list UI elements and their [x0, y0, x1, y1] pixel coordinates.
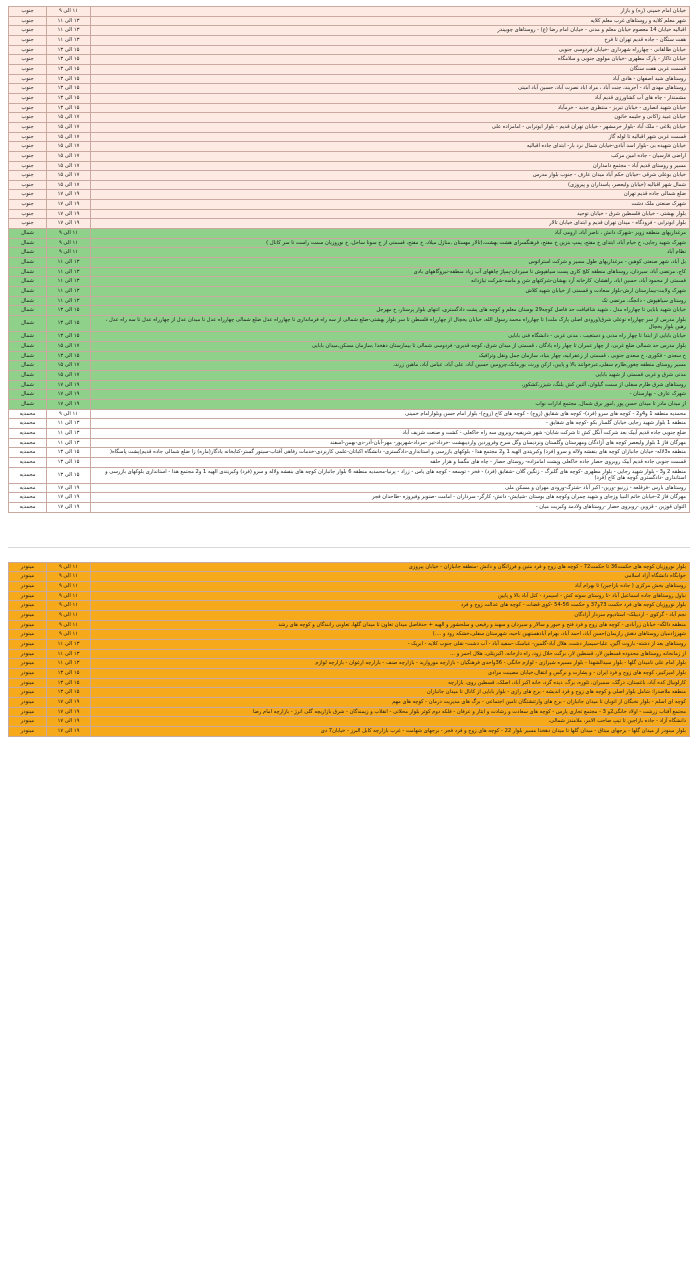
outage-time-cell: ۱۱ الی ۹ [47, 409, 91, 419]
outage-detail-cell: روستای سیاهپوش - دانجگ، مرتضی تک [91, 296, 690, 306]
outage-time-cell: ۱۷ الی ۱۵ [47, 161, 91, 171]
outage-area-cell: شمال [9, 341, 47, 351]
outage-detail-cell: اراضی فارسیان - جاده امین مرکب [91, 151, 690, 161]
table-row [9, 55, 690, 65]
outage-area-cell: مینودر [9, 688, 47, 698]
table-row [9, 248, 690, 258]
outage-detail-cell: خیابان شهیده بی -بلوار اسد آبادی-خیابان شمال نرد بار- ابتدای جاده اقبالیه [91, 142, 690, 152]
outage-detail-cell: ضلع جنوبی جاده قدیم آبیک بعد شرکت آنگل کش تا شرکت شایان- شهر شریفیه-روبروی سه راه خاکعلی - کشت و صنعت شریف آباد [91, 428, 690, 438]
table-row [9, 93, 690, 103]
outage-detail-cell: خیابان امام خمینی (ره) و بازار [91, 7, 690, 17]
table-row [9, 562, 690, 572]
outage-area-cell: محمدیه [9, 409, 47, 419]
outage-area-cell: جنوب [9, 55, 47, 65]
outage-time-cell: ۱۹ الی ۱۷ [47, 697, 91, 707]
table-row [9, 132, 690, 142]
outage-time-cell: ۱۵ الی ۱۳ [47, 55, 91, 65]
table-row [9, 277, 690, 287]
outage-time-cell: ۱۹ الی ۱۷ [47, 399, 91, 409]
outage-area-cell: جنوب [9, 64, 47, 74]
outage-area-cell: جنوب [9, 45, 47, 55]
table-row [9, 171, 690, 181]
outage-area-cell: جنوب [9, 122, 47, 132]
outage-time-cell: ۱۵ الی ۱۳ [47, 64, 91, 74]
outage-area-cell: مینودر [9, 601, 47, 611]
table-row [9, 428, 690, 438]
outage-time-cell: ۱۵ الی ۱۳ [47, 306, 91, 316]
outage-area-cell: مینودر [9, 630, 47, 640]
outage-detail-cell: مسیر و روستای قدیم آباد - مجتمع دامداران [91, 161, 690, 171]
outage-detail-cell: نجم آباد - گرکوی - اردبیلک- استادیوم سردار آزادگان [91, 611, 690, 621]
outage-detail-cell: روستاهای شید اصفهان - هادی آباد [91, 74, 690, 84]
outage-time-cell: ۱۱ الی ۹ [47, 562, 91, 572]
outage-time-cell: ۱۷ الی ۱۵ [47, 151, 91, 161]
outage-time-cell: ۱۷ الی ۱۵ [47, 341, 91, 351]
outage-time-cell: ۱۵ الی ۱۳ [47, 45, 91, 55]
table-row [9, 190, 690, 200]
outage-area-cell: جنوب [9, 103, 47, 113]
table-row [9, 7, 690, 17]
outage-time-cell: ۱۵ الی ۱۳ [47, 688, 91, 698]
outage-area-cell: شمال [9, 370, 47, 380]
outage-area-cell: جنوب [9, 132, 47, 142]
outage-detail-cell: خیابان بابایی از ابتدا تا چهار راه مدنی و دستغیب ، مدنی غربی - دانشگاه فنی بابایی [91, 332, 690, 342]
outage-detail-cell: مهرگان فاز 1 بلوار ولیعصر کوچه های آزادگان ومهرستان وگلستان ونردیسان وگل سرخ وفروردین واردیبهشت -خرداد-تیر -مرداد-شهریور- مهر-آبان-آذر-دی-بهمن-اسفند [91, 438, 690, 448]
outage-area-cell: مینودر [9, 620, 47, 630]
outage-detail-cell: ضلع شمالی جاده قدیم تهران [91, 190, 690, 200]
table-row [9, 419, 690, 429]
table-row [9, 45, 690, 55]
outage-area-cell: جنوب [9, 35, 47, 45]
table-row [9, 26, 690, 36]
outage-area-cell: شمال [9, 332, 47, 342]
table-row [9, 267, 690, 277]
outage-area-cell: شمال [9, 316, 47, 332]
table-row [9, 591, 690, 601]
outage-detail-cell: کوچه ای اسلم - بلوار نخبگان از اتوبان تا میدان جانبازان - برج های وارثنشتگان تامین اجتماعی - برگ های مدیریت درمان - کوچه های مهم [91, 697, 690, 707]
outage-area-cell: مینودر [9, 659, 47, 669]
outage-detail-cell: منطقه 2 و3 - بلوار شهید رجایی - بلوار مطهری -کوچه های گلبرگ - زنگین گلان -شقایق (فرد) - فخر - توسعه - کوچه های یاس - زراد - پرنیا-محمدیه منطقه 6 بلوار جانبازان کوچه های بنفشه ولاله و سرو (فرد) وکبریتدی الهیه 1 و2 مجتمع هذا - استانداری بلوکهای بازرسی و استانداری -دادگستری کوچه های کاج (فرد) [91, 467, 690, 483]
outage-time-cell: ۱۹ الی ۱۷ [47, 483, 91, 493]
outage-area-cell: مینودر [9, 640, 47, 650]
outage-time-cell: ۱۱ الی ۹ [47, 582, 91, 592]
table-row [9, 103, 690, 113]
outage-detail-cell: منطقه 1 بلوار شهید رجایی خیابان گلسار بکو -کوچه های شقایق - [91, 419, 690, 429]
outage-time-cell: ۱۹ الی ۱۷ [47, 717, 91, 727]
table-row [9, 35, 690, 45]
outage-detail-cell: بلوار مدرس از سر چهارراه نوعلی شرق(ورودی اصلی پارک ملت) تا چهارراه محمد رسول الله، خیابان یخچال از چهارراه قلسطن تا سر بلوار بهشتی-ضلع شمالی از سه راه فرمانداری تا چهارراه عدل ضلع شمالی چهارراه عدل تا میدان عدل از چهارراه عدل تا سه راه عدل ، رهین بلوار یخچال [91, 316, 690, 332]
outage-detail-cell: خ سعدی - فکوری، خ سعدی جنوبی ، قسمتی از زعفرانیه، چهار بنیاد، سازمان جمل ونقل وترافیک [91, 351, 690, 361]
outage-time-cell: ۱۵ الی ۱۳ [47, 467, 91, 483]
outage-area-cell: مینودر [9, 582, 47, 592]
table-row [9, 620, 690, 630]
table-row [9, 688, 690, 698]
outage-time-cell: ۱۳ الی ۱۱ [47, 287, 91, 297]
outage-time-cell: ۱۱ الی ۹ [47, 611, 91, 621]
outage-time-cell: ۱۱ الی ۹ [47, 229, 91, 239]
table-row [9, 151, 690, 161]
outage-table-primary [8, 6, 690, 513]
outage-detail-cell: خیابان عبید زاکانی و حلیمه خاتون [91, 113, 690, 123]
outage-detail-cell: قسمتی از محمود آباد، حسین اباد، راهشان، کارخانه آرد بهشان-شرکتهای شن و ماسه-شرکت تیازدانه [91, 277, 690, 287]
outage-area-cell: جنوب [9, 16, 47, 26]
outage-detail-cell: شهرک شهید رجایی، خ خیام آباد، ابتدای خ مفتح، پمپ بنزین خ مفتح، فرهنگسرای هشت بهشت،(تالار مهستان ,منازل میلاد، خ مفتح، قسمتی از خ سونا ساحل، خ نوروزیان سمت راست تا سر کانال ) [91, 238, 690, 248]
outage-detail-cell: خیابان بوعلی شرقی -خیابان حکم آباد میدان عارف - جنوب بلوار مدرس [91, 171, 690, 181]
outage-area-cell: مینودر [9, 717, 47, 727]
outage-detail-cell: منطقه ه3لاله- خیابان جانبازان کوچه های بنفشه ولاله و سرو (فرد) وکبریتدی الهیه 1 و2 مجتمع هذا - بلوکهای بازرسی و استانداری-دادگستری- دانشگاه اکباتان-علمی کاربردی-خدمات رفاهی آفتاب-سینور گستر-کتابخانه یادگار(ماره) زا ضلع شمالی جاده قدیم)پشت پاسگاه( [91, 448, 690, 458]
outage-time-cell: ۱۷ الی ۱۵ [47, 113, 91, 123]
outage-time-cell: ۱۷ الی ۱۵ [47, 361, 91, 371]
outage-detail-cell: بلوار امام علی تامیدان گلها - بلوار سیدالشهدا - بلوار مسیره شیرازی - لوازم خانگی - 36واحدی فرهنگیان - بازارچه موروارید - بازارچه صنف - بازارچه ارغوان - بازارچه لوازم [91, 659, 690, 669]
outage-time-cell: ۱۵ الی ۱۳ [47, 93, 91, 103]
outage-time-cell: ۱۵ الی ۱۳ [47, 332, 91, 342]
outage-area-cell: جنوب [9, 113, 47, 123]
outage-time-cell: ۱۹ الی ۱۷ [47, 219, 91, 229]
table-row [9, 209, 690, 219]
outage-detail-cell: بل آباد، شهر صنعتی کوهین - مرغداریهای طول مسیر و شرکت استراتوس [91, 258, 690, 268]
outage-time-cell: ۱۱ الی ۹ [47, 620, 91, 630]
outage-detail-cell: کارلونیال کده آباد، باغستان، درگک، سمبران، تلوره، برگ، دیده گرد، خانه اکبر آباد، اصلک، قسطین روی، بازارچه [91, 678, 690, 688]
table-row [9, 296, 690, 306]
outage-time-cell: ۱۳ الی ۱۱ [47, 659, 91, 669]
outage-time-cell: ۱۹ الی ۱۷ [47, 390, 91, 400]
outage-area-cell: جنوب [9, 161, 47, 171]
outage-area-cell: محمدیه [9, 448, 47, 458]
outage-area-cell: شمال [9, 399, 47, 409]
outage-area-cell: جنوب [9, 84, 47, 94]
table-row [9, 180, 690, 190]
outage-detail-cell: خوابگاه دانشگاه آزاد اسلامی [91, 572, 690, 582]
outage-time-cell: ۱۷ الی ۱۵ [47, 132, 91, 142]
outage-time-cell: ۱۵ الی ۱۳ [47, 448, 91, 458]
outage-area-cell: شمال [9, 258, 47, 268]
table-row [9, 503, 690, 513]
outage-area-cell: جنوب [9, 7, 47, 17]
outage-detail-cell: شهرک عارف - بهارستان - [91, 390, 690, 400]
table-row [9, 200, 690, 210]
outage-time-cell: ۱۵ الی ۱۳ [47, 103, 91, 113]
outage-area-cell: محمدیه [9, 483, 47, 493]
table-row [9, 16, 690, 26]
outage-detail-cell: نباول روستاهای جاده اسماعیل آباد -تا روستای سوته کش - اسپمرد - کنل آباد بالا و پایین [91, 591, 690, 601]
table-row [9, 582, 690, 592]
outage-time-cell: ۱۱ الی ۹ [47, 238, 91, 248]
outage-time-cell: ۱۱ الی ۹ [47, 601, 91, 611]
section-divider [8, 547, 690, 548]
table-row [9, 64, 690, 74]
table-row [9, 229, 690, 239]
outage-area-cell: محمدیه [9, 438, 47, 448]
outage-detail-cell: مهرگان فاز 2-خیابان خاتم النبیا وزجای و شهید چمران وکوچه های بوستان -شیایش- دانش- کارگر- سرداران - امامت -صنوبر وفیروزه -طاحدان فجر [91, 493, 690, 503]
outage-detail-cell: روستاهای مهدی آباد - آجربند، جنت آباد ، مراد اباد نصرت آباد، حسین آباد امیتی [91, 84, 690, 94]
outage-detail-cell: روستاهای بخش مرکزی ( جاده بازاجین) تا بهرام آباد [91, 582, 690, 592]
outage-area-cell: مینودر [9, 562, 47, 572]
outage-area-cell: شمال [9, 380, 47, 390]
outage-time-cell: ۱۳ الی ۱۱ [47, 35, 91, 45]
outage-detail-cell: شهرزادمیان روستاهای دهش رازیمان)حسن آباد، احمد آباد، بهرام آبادهستهین ناحیه، شهرستان سفلی،خشکه رود و ....) [91, 630, 690, 640]
table-row [9, 161, 690, 171]
outage-detail-cell: روستاهای بارس -فرقلعه - زرنیو -ورین- اکبر آباد -شترگ-ورودی مهران و مسکن ملی [91, 483, 690, 493]
table-row [9, 351, 690, 361]
table-row [9, 113, 690, 123]
outage-time-cell: ۱۹ الی ۱۷ [47, 707, 91, 717]
outage-time-cell: ۱۷ الی ۱۵ [47, 142, 91, 152]
outage-detail-cell: منطقه دالگه- خیابان زرآبادی - کوچه های زوج و فرد فتح و خیور و سالار و سیردان و سهند و رفیعی و سلحشور و الهیه + حدفاصل میدان تعاون تا میدان گلها، تعاونی رانندگان و کوچه های رشد [91, 620, 690, 630]
outage-time-cell: ۱۳ الی ۱۱ [47, 296, 91, 306]
table-row [9, 380, 690, 390]
outage-area-cell: محمدیه [9, 419, 47, 429]
outage-time-cell: ۱۳ الی ۱۱ [47, 26, 91, 36]
table-row [9, 707, 690, 717]
outage-detail-cell: خیابان طالقانی - چهارراه شهرداری -خیابان فردوسی جنوبی [91, 45, 690, 55]
outage-time-cell: ۱۱ الی ۹ [47, 572, 91, 582]
outage-time-cell: ۱۱ الی ۹ [47, 591, 91, 601]
outage-detail-cell: بلوار نوروزیان کوچه های فرد حکمت 73و37 و حکمت 56-54 -کوی قضات - کوچه های عدالت زوج و فرد [91, 601, 690, 611]
outage-detail-cell: مسیر روستای منطقه چغور,طارم سفلی,عبرخوانند بالا و پایین، ازکن ورث، بورمانک،چرومین حسین آباد، علی آباد، عباس آباد، ماهین زرند، [91, 361, 690, 371]
outage-area-cell: جنوب [9, 74, 47, 84]
outage-detail-cell: قسمت غربی هفت سنگان [91, 64, 690, 74]
outage-area-cell: شمال [9, 296, 47, 306]
table-row [9, 84, 690, 94]
table-row [9, 238, 690, 248]
outage-detail-cell: قسمت جنوبی جاده قدیم آبیک روبروی حصار جاده خاکعلی وپشت امامزاده- روستای حصار - چاه های مگسا و هزار حلقه [91, 457, 690, 467]
outage-area-cell: شمال [9, 287, 47, 297]
table-row [9, 640, 690, 650]
outage-area-cell: محمدیه [9, 493, 47, 503]
table-row [9, 122, 690, 132]
outage-time-cell: ۱۵ الی ۱۳ [47, 84, 91, 94]
outage-detail-cell: شهرک صنعتی ملک دشت [91, 200, 690, 210]
outage-time-cell: ۱۷ الی ۱۵ [47, 122, 91, 132]
table-row [9, 399, 690, 409]
outage-area-cell: شمال [9, 306, 47, 316]
outage-detail-cell: مرغداریهای منطقه زویر -شهرک دانش ، ناصر آباد، ارومی آباد [91, 229, 690, 239]
section-spacer [8, 513, 690, 539]
table-row [9, 448, 690, 458]
outage-area-cell: مینودر [9, 649, 47, 659]
outage-area-cell: محمدیه [9, 503, 47, 513]
outage-detail-cell: بلوار مینودر از میدان گلها - برجهای میثاق - میدان گلها تا میدان دهخدا مسیر بلوار 22 - کوچه های زوج و فرد فجر - برجهای شهامت - غرب بازارچه کابل البرز - خیابان7 دی [91, 726, 690, 736]
outage-time-cell: ۱۷ الی ۱۵ [47, 171, 91, 181]
table-row [9, 611, 690, 621]
outage-area-cell: جنوب [9, 180, 47, 190]
outage-detail-cell: دانشگاه آزاد - جاده بازاجین تا تیپ صاحب الامر، ملامندز شمالی، [91, 717, 690, 727]
outage-area-cell: شمال [9, 390, 47, 400]
outage-time-cell: ۱۳ الی ۱۱ [47, 438, 91, 448]
outage-time-cell: ۱۵ الی ۱۳ [47, 351, 91, 361]
schedule-section-primary [8, 6, 690, 513]
outage-detail-cell: شهر معلم کلایه و روستاهای غرب معلم کلایه [91, 16, 690, 26]
table-row [9, 361, 690, 371]
outage-time-cell: ۱۳ الی ۱۱ [47, 640, 91, 650]
table-row [9, 601, 690, 611]
outage-area-cell: مینودر [9, 572, 47, 582]
outage-detail-cell: شمال شهر اقبالیه (خیابان ولیعصر، پاسداران و پیروزی) [91, 180, 690, 190]
outage-area-cell: مینودر [9, 697, 47, 707]
outage-detail-cell: خیابان شهید بابایی تا چهارراه مدل ، شهید شافیافت حد فاصل کوچه29 بوستان معلم و کوچه های پشت دادگستری، انتهای بلوار پرستار، خ مهرجل [91, 306, 690, 316]
outage-area-cell: شمال [9, 361, 47, 371]
outage-area-cell: جنوب [9, 142, 47, 152]
outage-area-cell: جنوب [9, 219, 47, 229]
outage-time-cell: ۱۱ الی ۹ [47, 630, 91, 640]
table-row [9, 483, 690, 493]
outage-time-cell: ۱۹ الی ۱۷ [47, 726, 91, 736]
outage-area-cell: شمال [9, 267, 47, 277]
outage-time-cell: ۱۳ الی ۱۱ [47, 16, 91, 26]
outage-time-cell: ۱۳ الی ۱۱ [47, 258, 91, 268]
outage-area-cell: جنوب [9, 209, 47, 219]
outage-detail-cell: بلوار نوروزیان کوچه های حکمت36 تا حکمت72 - کوچه های زوج و فرد متین و فرزانگان و دانش -منطقه جانبازان - خیابان پیروزی [91, 562, 690, 572]
outage-detail-cell: قسمت غربی شهر اقبالیه تا لوله گاز [91, 132, 690, 142]
table-row [9, 493, 690, 503]
table-row [9, 659, 690, 669]
table-row [9, 332, 690, 342]
outage-detail-cell: التوان قوزین - قزوین -روبروی حصار -روستاهای ولادمد وکبریت میان - [91, 503, 690, 513]
outage-area-cell: شمال [9, 351, 47, 361]
outage-area-cell: مینودر [9, 669, 47, 679]
outage-detail-cell: بلوار امیرکبیر، کوچه های زوج و فرد ایران - و پشارت و نرگس و انتقال،خیابان مصیبت مرادی [91, 669, 690, 679]
outage-area-cell: جنوب [9, 171, 47, 181]
table-row [9, 409, 690, 419]
table-row [9, 341, 690, 351]
outage-detail-cell: اقبالیه خیابان 14 معصوم خیابان معلم و مدنی - خیابان امام رضا (ع) - روستاهای چوبیندر [91, 26, 690, 36]
outage-area-cell: مینودر [9, 707, 47, 717]
table-row [9, 306, 690, 316]
outage-detail-cell: شهرک ولایت-بیمارستان ارش-بلوار سعادت و قسمتی از خیابان شهید کلاش [91, 287, 690, 297]
outage-detail-cell: خیابان تاکار - پارک مطهری -خیابان مولوی جنوبی و سلامگاه [91, 55, 690, 65]
outage-area-cell: جنوب [9, 93, 47, 103]
table-row [9, 717, 690, 727]
outage-time-cell: ۱۳ الی ۱۱ [47, 277, 91, 287]
outage-detail-cell: از میدان مادر تا میدان حسن پور ,امور برق شمال, مجتمع ادارات نواب [91, 399, 690, 409]
outage-area-cell: مینودر [9, 678, 47, 688]
table-row [9, 316, 690, 332]
outage-time-cell: ۱۳ الی ۱۱ [47, 649, 91, 659]
outage-area-cell: شمال [9, 229, 47, 239]
outage-detail-cell: مدنی شرق و غربی قسمتی از شهید بابایی [91, 370, 690, 380]
table-row [9, 287, 690, 297]
outage-area-cell: جنوب [9, 26, 47, 36]
table-row [9, 438, 690, 448]
table-row [9, 572, 690, 582]
outage-area-cell: جنوب [9, 151, 47, 161]
outage-table-minoodar [8, 562, 690, 737]
outage-time-cell: ۱۵ الی ۱۳ [47, 74, 91, 84]
table-row [9, 467, 690, 483]
outage-detail-cell: محمدیه منطقه 1 و4و2 - کوچه های سرو (فرد)- کوچه های شقایق (زوج) - کوچه های کاج (زوج)- بلوار امام حسن وبلوارامام خمینی [91, 409, 690, 419]
outage-time-cell: ۱۵ الی ۱۳ [47, 457, 91, 467]
outage-time-cell: ۱۹ الی ۱۷ [47, 200, 91, 210]
outage-detail-cell: کاج، مرتضی آباد، سیردان، روستاهای منطقه کلج کاری پست سیاهپوش تا سیردان-پمپاژ چاههای آب زیاد منطقه-نیروگاههای بادی [91, 267, 690, 277]
table-row [9, 457, 690, 467]
outage-detail-cell: بلوار مدرس حد شمالی ضلع غربی، از چهار عمران تا چهار راه یادگان ، قسمتی از میدان شرق، کوچه قدیری- فردوسی شمالی تا بیمارستان دهخدا ,سازمان مسکن,میدان بابایی [91, 341, 690, 351]
outage-area-cell: مینودر [9, 591, 47, 601]
table-row [9, 630, 690, 640]
outage-time-cell: ۱۷ الی ۱۵ [47, 180, 91, 190]
outage-detail-cell: روستاهای شرق طارم سفلی از سمت گیلوان، آلتین کش بلنگ، شیزر،کشکور، [91, 380, 690, 390]
table-row [9, 258, 690, 268]
outage-time-cell: ۱۵ الی ۱۳ [47, 316, 91, 332]
outage-time-cell: ۱۹ الی ۱۷ [47, 493, 91, 503]
outage-detail-cell: مجتمع آفتاب زرشت - اولاد خانگی2و 3 - مجتمع تجاری پارس - کوچه های سعادت و رشادت و ایثار و عرفان - فلکه دوم کوثر بلوار محلاتی - انقلاب و زیمندگان - شرق بازاریچه گلی انرژ - بازارچه امام رضا [91, 707, 690, 717]
table-row [9, 219, 690, 229]
table-row [9, 370, 690, 380]
outage-time-cell: ۱۷ الی ۱۵ [47, 370, 91, 380]
table-row [9, 142, 690, 152]
outage-detail-cell: نظام آباد [91, 248, 690, 258]
outage-detail-cell: از زمانخانه روستاهای محدوده قسطین لار، قسطین لار، برگت حلال زود، راه دارخانه، اکبریتلی، هلال احمر و ... [91, 649, 690, 659]
outage-time-cell: ۱۵ الی ۱۳ [47, 669, 91, 679]
table-row [9, 678, 690, 688]
outage-detail-cell: هفت سنگان - جاده قدیم تهران تا فرخ [91, 35, 690, 45]
table-row [9, 726, 690, 736]
outage-detail-cell: مشمندار - چاه های آب کشاورزی قدیم آباد [91, 93, 690, 103]
table-row [9, 74, 690, 84]
outage-detail-cell: منطقه ملاصدرا: شامل بلوار اصلی و کوچه های زوج و فرد اندیشه - برج های رازی - بلوار بابایی از کانال تا میدان جانبازان [91, 688, 690, 698]
outage-area-cell: محمدیه [9, 457, 47, 467]
table-row [9, 649, 690, 659]
outage-area-cell: جنوب [9, 190, 47, 200]
outage-detail-cell: خیابان بلاغی - ملک آباد -بلوار خرمشهر - خیابان تهران قدیم - بلوار ابوترابی - امامزاده علی [91, 122, 690, 132]
outage-area-cell: شمال [9, 277, 47, 287]
outage-area-cell: شمال [9, 248, 47, 258]
outage-time-cell: ۱۹ الی ۱۷ [47, 380, 91, 390]
table-row [9, 697, 690, 707]
outage-time-cell: ۱۳ الی ۱۱ [47, 428, 91, 438]
outage-time-cell: ۱۹ الی ۱۷ [47, 209, 91, 219]
outage-detail-cell: روستاهای بعد از دشته- باروت آگین، علیا-سیمیار دشت، هلال آباد-گلمین- عباسک -سفید آباد - آب دشت- نقلی جنوب کلایه - ابریک - [91, 640, 690, 650]
outage-time-cell: ۱۱ الی ۹ [47, 248, 91, 258]
outage-detail-cell: بلوار ابوترابی - فرودگاه - میدان تهران قدیم و ابتدای خیابان تالار [91, 219, 690, 229]
outage-time-cell: ۱۳ الی ۱۱ [47, 419, 91, 429]
schedule-section-minoodar [8, 562, 690, 737]
outage-detail-cell: خیابان شهید انصاری - خیابان تبریز - منتظری جدید - خرمآباد [91, 103, 690, 113]
outage-area-cell: محمدیه [9, 467, 47, 483]
outage-time-cell: ۱۱ الی ۹ [47, 7, 91, 17]
outage-area-cell: محمدیه [9, 428, 47, 438]
outage-time-cell: ۱۹ الی ۱۷ [47, 503, 91, 513]
outage-time-cell: ۱۹ الی ۱۷ [47, 190, 91, 200]
outage-time-cell: ۱۵ الی ۱۳ [47, 678, 91, 688]
table-row [9, 390, 690, 400]
outage-area-cell: مینودر [9, 726, 47, 736]
outage-area-cell: شمال [9, 238, 47, 248]
outage-area-cell: جنوب [9, 200, 47, 210]
outage-detail-cell: بلوار بهشتی - خیابان فلسطین شرق - خیابان توحید [91, 209, 690, 219]
table-row [9, 669, 690, 679]
outage-area-cell: مینودر [9, 611, 47, 621]
outage-time-cell: ۱۳ الی ۱۱ [47, 267, 91, 277]
